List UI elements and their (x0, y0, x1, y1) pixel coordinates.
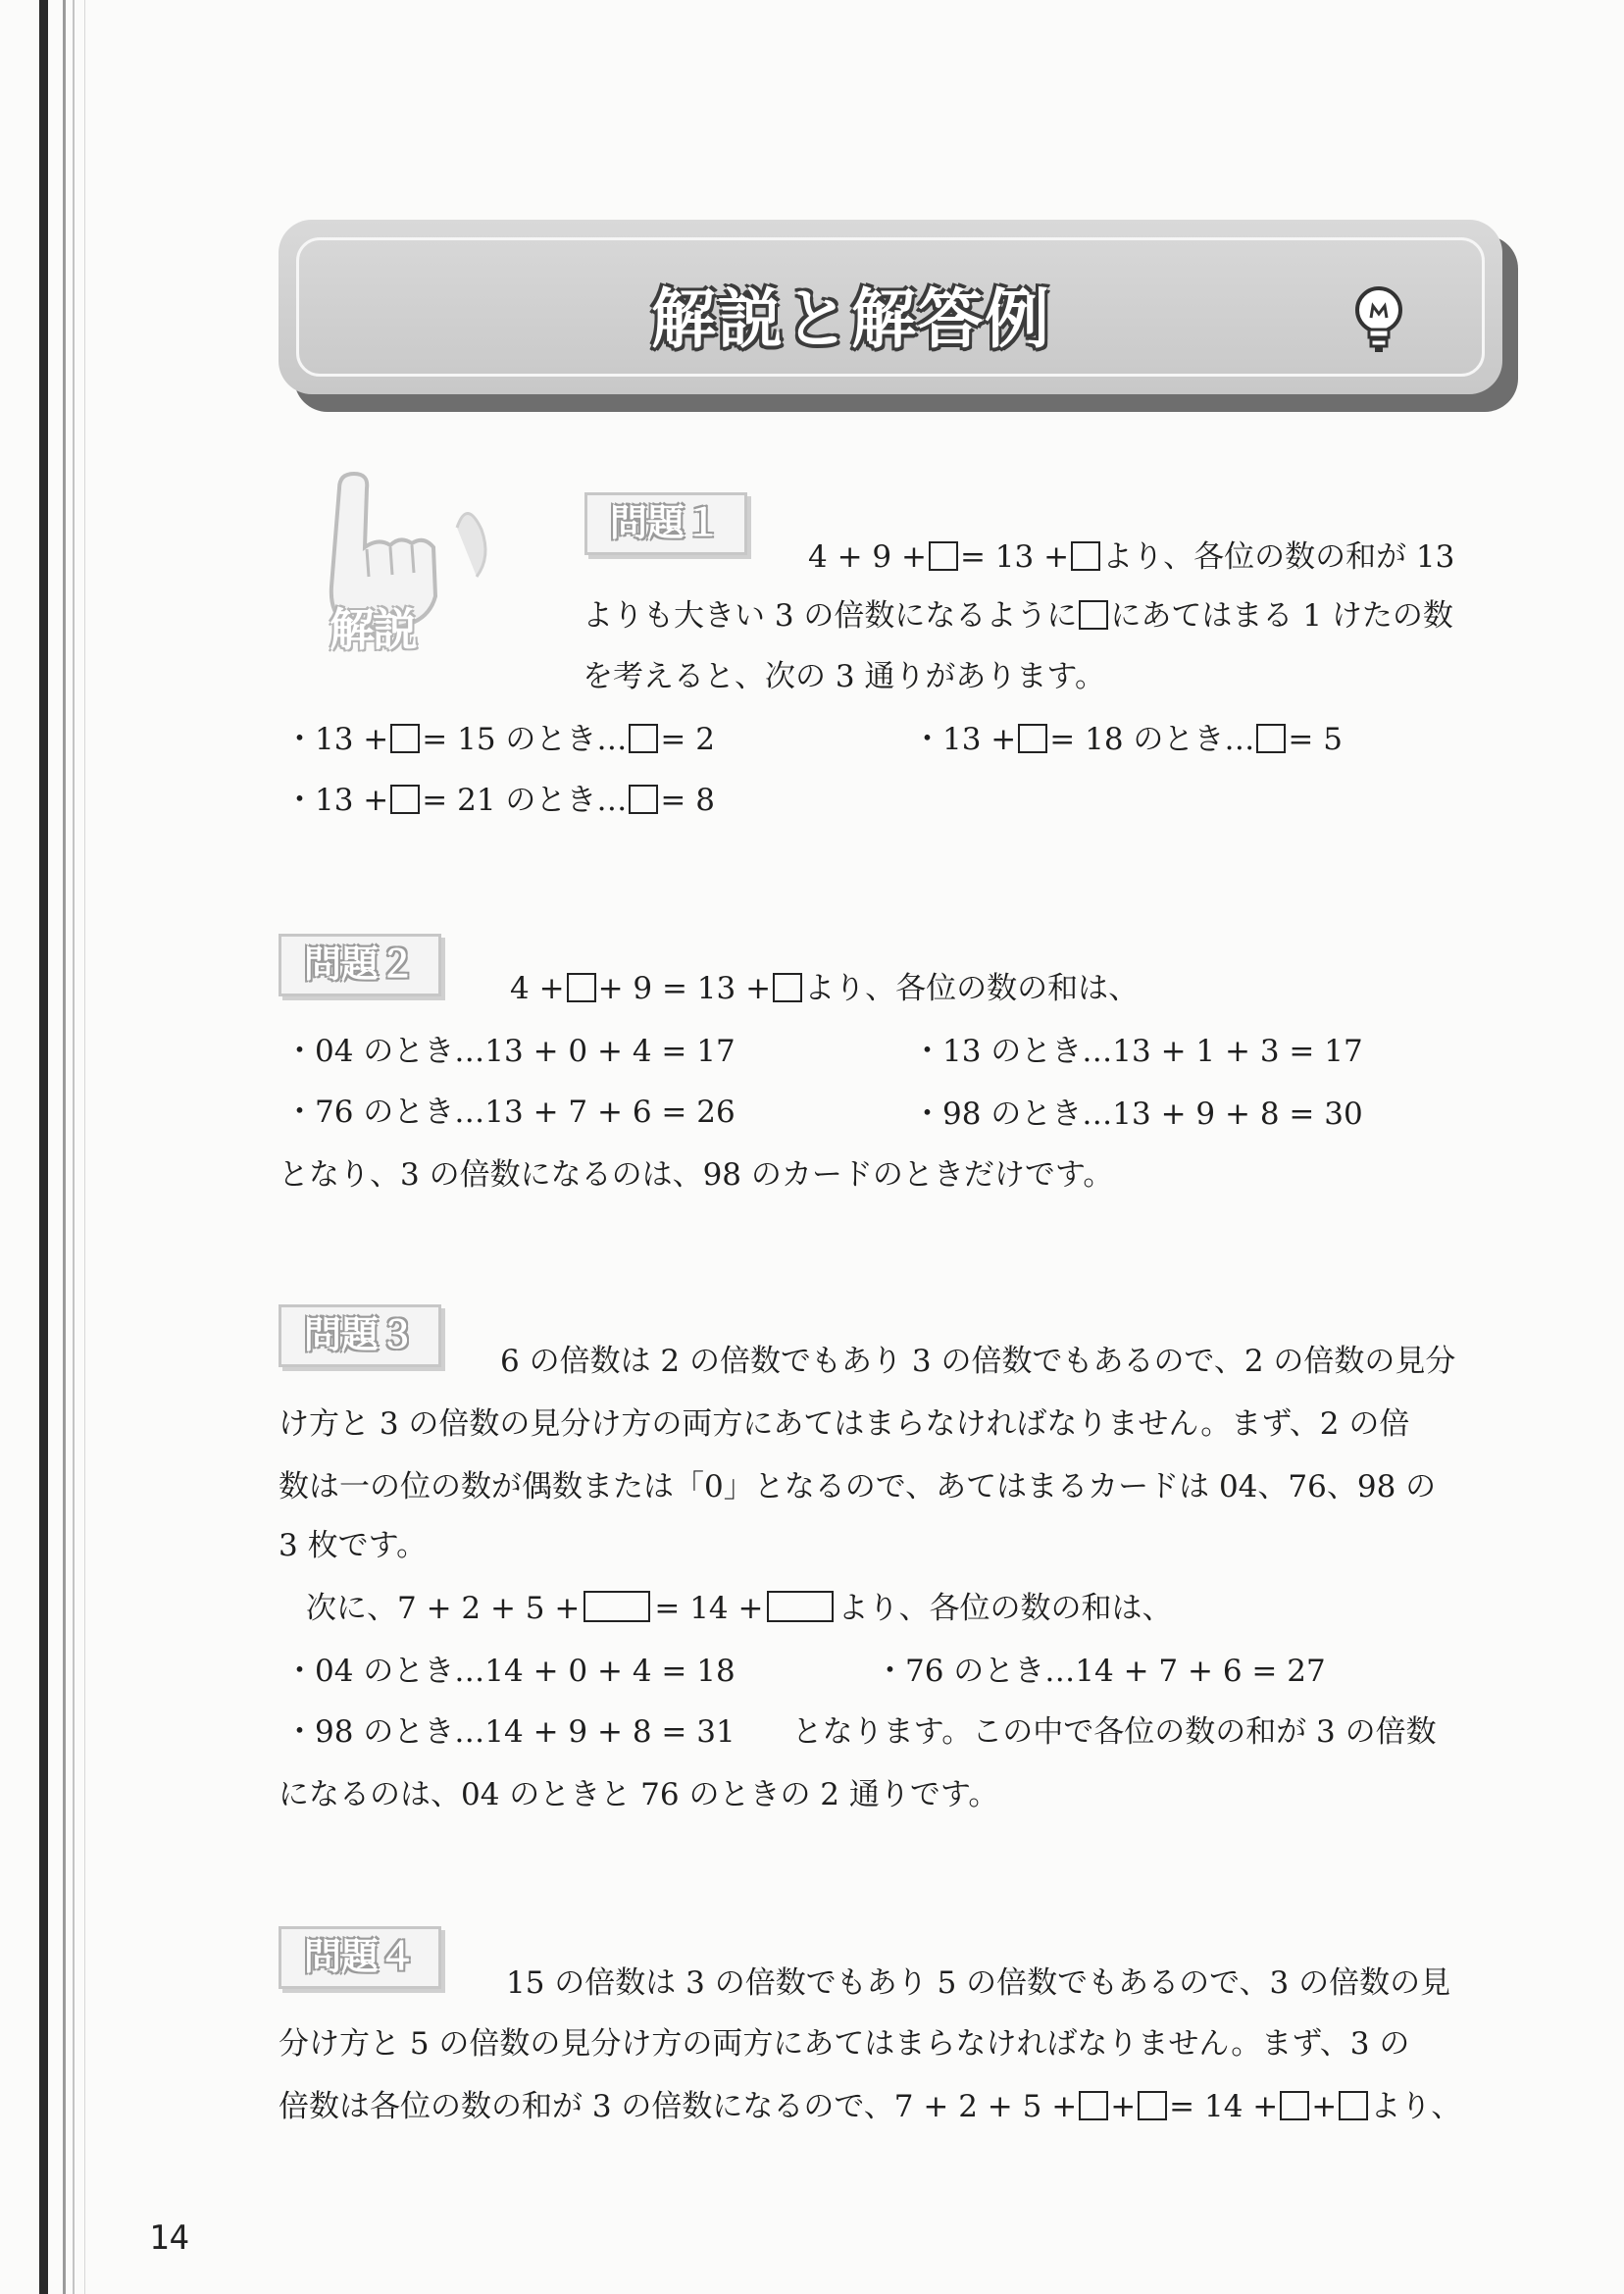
text: = 15 のとき… (422, 722, 628, 757)
lightbulb-icon (1351, 284, 1406, 355)
problem-2-case-04: ・04 のとき…13 + 0 + 4 = 17 (284, 1034, 736, 1069)
text: = 14 + (654, 1591, 764, 1626)
problem-4-line-2: 分け方と 5 の倍数の見分け方の両方にあてはまらなければなりません。まず、3 の (279, 2026, 1410, 2062)
text: よりも大きい 3 の倍数になるように (583, 598, 1078, 634)
text: = 2 (660, 722, 715, 757)
text: ・13 + (284, 783, 389, 818)
text: = 14 + (1169, 2089, 1279, 2124)
blank-box (1018, 724, 1047, 753)
blank-box (584, 1591, 650, 1622)
binding-line (84, 0, 85, 2294)
text: ・98 のとき…14 + 9 + 8 = 31 (284, 1714, 736, 1750)
blank-box (629, 785, 658, 814)
problem-3-label: 問題３ (279, 1304, 441, 1367)
text: + (1110, 2089, 1137, 2124)
text: より、 (1370, 2089, 1462, 2124)
problem-1-line-3 (583, 657, 1105, 696)
blank-box (390, 724, 420, 753)
problem-3-line-2: け方と 3 の倍数の見分け方の両方にあてはまらなければなりません。まず、2 の倍 (279, 1406, 1410, 1442)
problem-3-line-3: 数は一の位の数が偶数または「0」となるので、あてはまるカードは 04、76、98 の (279, 1469, 1437, 1504)
text: より、各位の数の和が 13 (1102, 539, 1455, 575)
binding-edge (39, 0, 48, 2294)
text: = 13 + (959, 539, 1070, 575)
problem-3-line-9: になるのは、04 のときと 76 のときの 2 通りです。 (279, 1777, 999, 1812)
text: より、各位の数の和は、 (804, 971, 1140, 1006)
problem-3-line-1: 6 の倍数は 2 の倍数でもあり 3 の倍数でもあるので、2 の倍数の見分 (500, 1344, 1456, 1379)
problem-2-case-13: ・13 のとき…13 + 1 + 3 = 17 (912, 1034, 1363, 1069)
problem-4-line-3 (279, 2087, 1461, 2126)
problem-1-case-2 (912, 720, 1343, 759)
problem-3-line-4: 3 枚です。 (279, 1528, 428, 1563)
problem-1-line-1 (808, 537, 1454, 577)
binding-line (63, 0, 66, 2294)
page-title: 解説と解答例 (651, 281, 1051, 357)
text: + 9 = 13 + (597, 971, 772, 1006)
explanation-label: 解説 (330, 603, 416, 656)
blank-box (1138, 2091, 1167, 2120)
blank-box (567, 973, 596, 1002)
text: 倍数は各位の数の和が 3 の倍数になるので、7 + 2 + 5 + (279, 2089, 1078, 2124)
text: より、各位の数の和は、 (837, 1591, 1173, 1626)
problem-3-line-8 (284, 1712, 1437, 1752)
text: ・13 + (284, 722, 389, 757)
blank-box (773, 973, 802, 1002)
blank-box (929, 541, 958, 571)
blank-box (1071, 541, 1100, 571)
problem-4-line-1: 15 の倍数は 3 の倍数でもあり 5 の倍数でもあるので、3 の倍数の見 (506, 1965, 1451, 2001)
problem-2-case-98: ・98 のとき…13 + 9 + 8 = 30 (912, 1096, 1363, 1132)
problem-3-case-76: ・76 のとき…14 + 7 + 6 = 27 (875, 1654, 1326, 1689)
problem-4-label: 問題４ (279, 1926, 441, 1989)
page-number: 14 (149, 2218, 189, 2258)
problem-2-line-1 (510, 969, 1139, 1008)
problem-3-case-04: ・04 のとき…14 + 0 + 4 = 18 (284, 1654, 736, 1689)
binding-line (73, 0, 75, 2294)
text: となります。この中で各位の数の和が 3 の倍数 (791, 1714, 1437, 1750)
text: = 5 (1288, 722, 1343, 757)
blank-box (767, 1591, 834, 1622)
blank-box (1280, 2091, 1309, 2120)
blank-box (1256, 724, 1286, 753)
blank-box (1079, 2091, 1108, 2120)
problem-1-case-1 (284, 720, 715, 759)
title-banner (279, 220, 1502, 394)
text: ・13 + (912, 722, 1017, 757)
problem-2-label: 問題２ (279, 934, 441, 996)
text: を考えると、次の 3 通りがあります。 (583, 659, 1105, 694)
blank-box (390, 785, 420, 814)
text: 4 + 9 + (808, 539, 927, 575)
text: にあてはまる 1 けたの数 (1110, 598, 1453, 634)
text: 4 + (510, 971, 565, 1006)
blank-box (1079, 600, 1108, 630)
problem-3-line-5 (306, 1589, 1172, 1628)
problem-1-case-3 (284, 781, 715, 820)
text: = 21 のとき… (422, 783, 628, 818)
problem-2-case-76: ・76 のとき…13 + 7 + 6 = 26 (284, 1095, 736, 1130)
blank-box (629, 724, 658, 753)
text: 次に、7 + 2 + 5 + (306, 1591, 581, 1626)
explanation-badge (310, 469, 506, 665)
blank-box (1339, 2091, 1368, 2120)
problem-2-conclusion: となり、3 の倍数になるのは、98 のカードのときだけです。 (279, 1157, 1114, 1193)
problem-1-label: 問題１ (584, 492, 747, 555)
problem-1-line-2 (583, 596, 1453, 636)
text: = 18 のとき… (1049, 722, 1255, 757)
text: = 8 (660, 783, 715, 818)
text: + (1311, 2089, 1338, 2124)
